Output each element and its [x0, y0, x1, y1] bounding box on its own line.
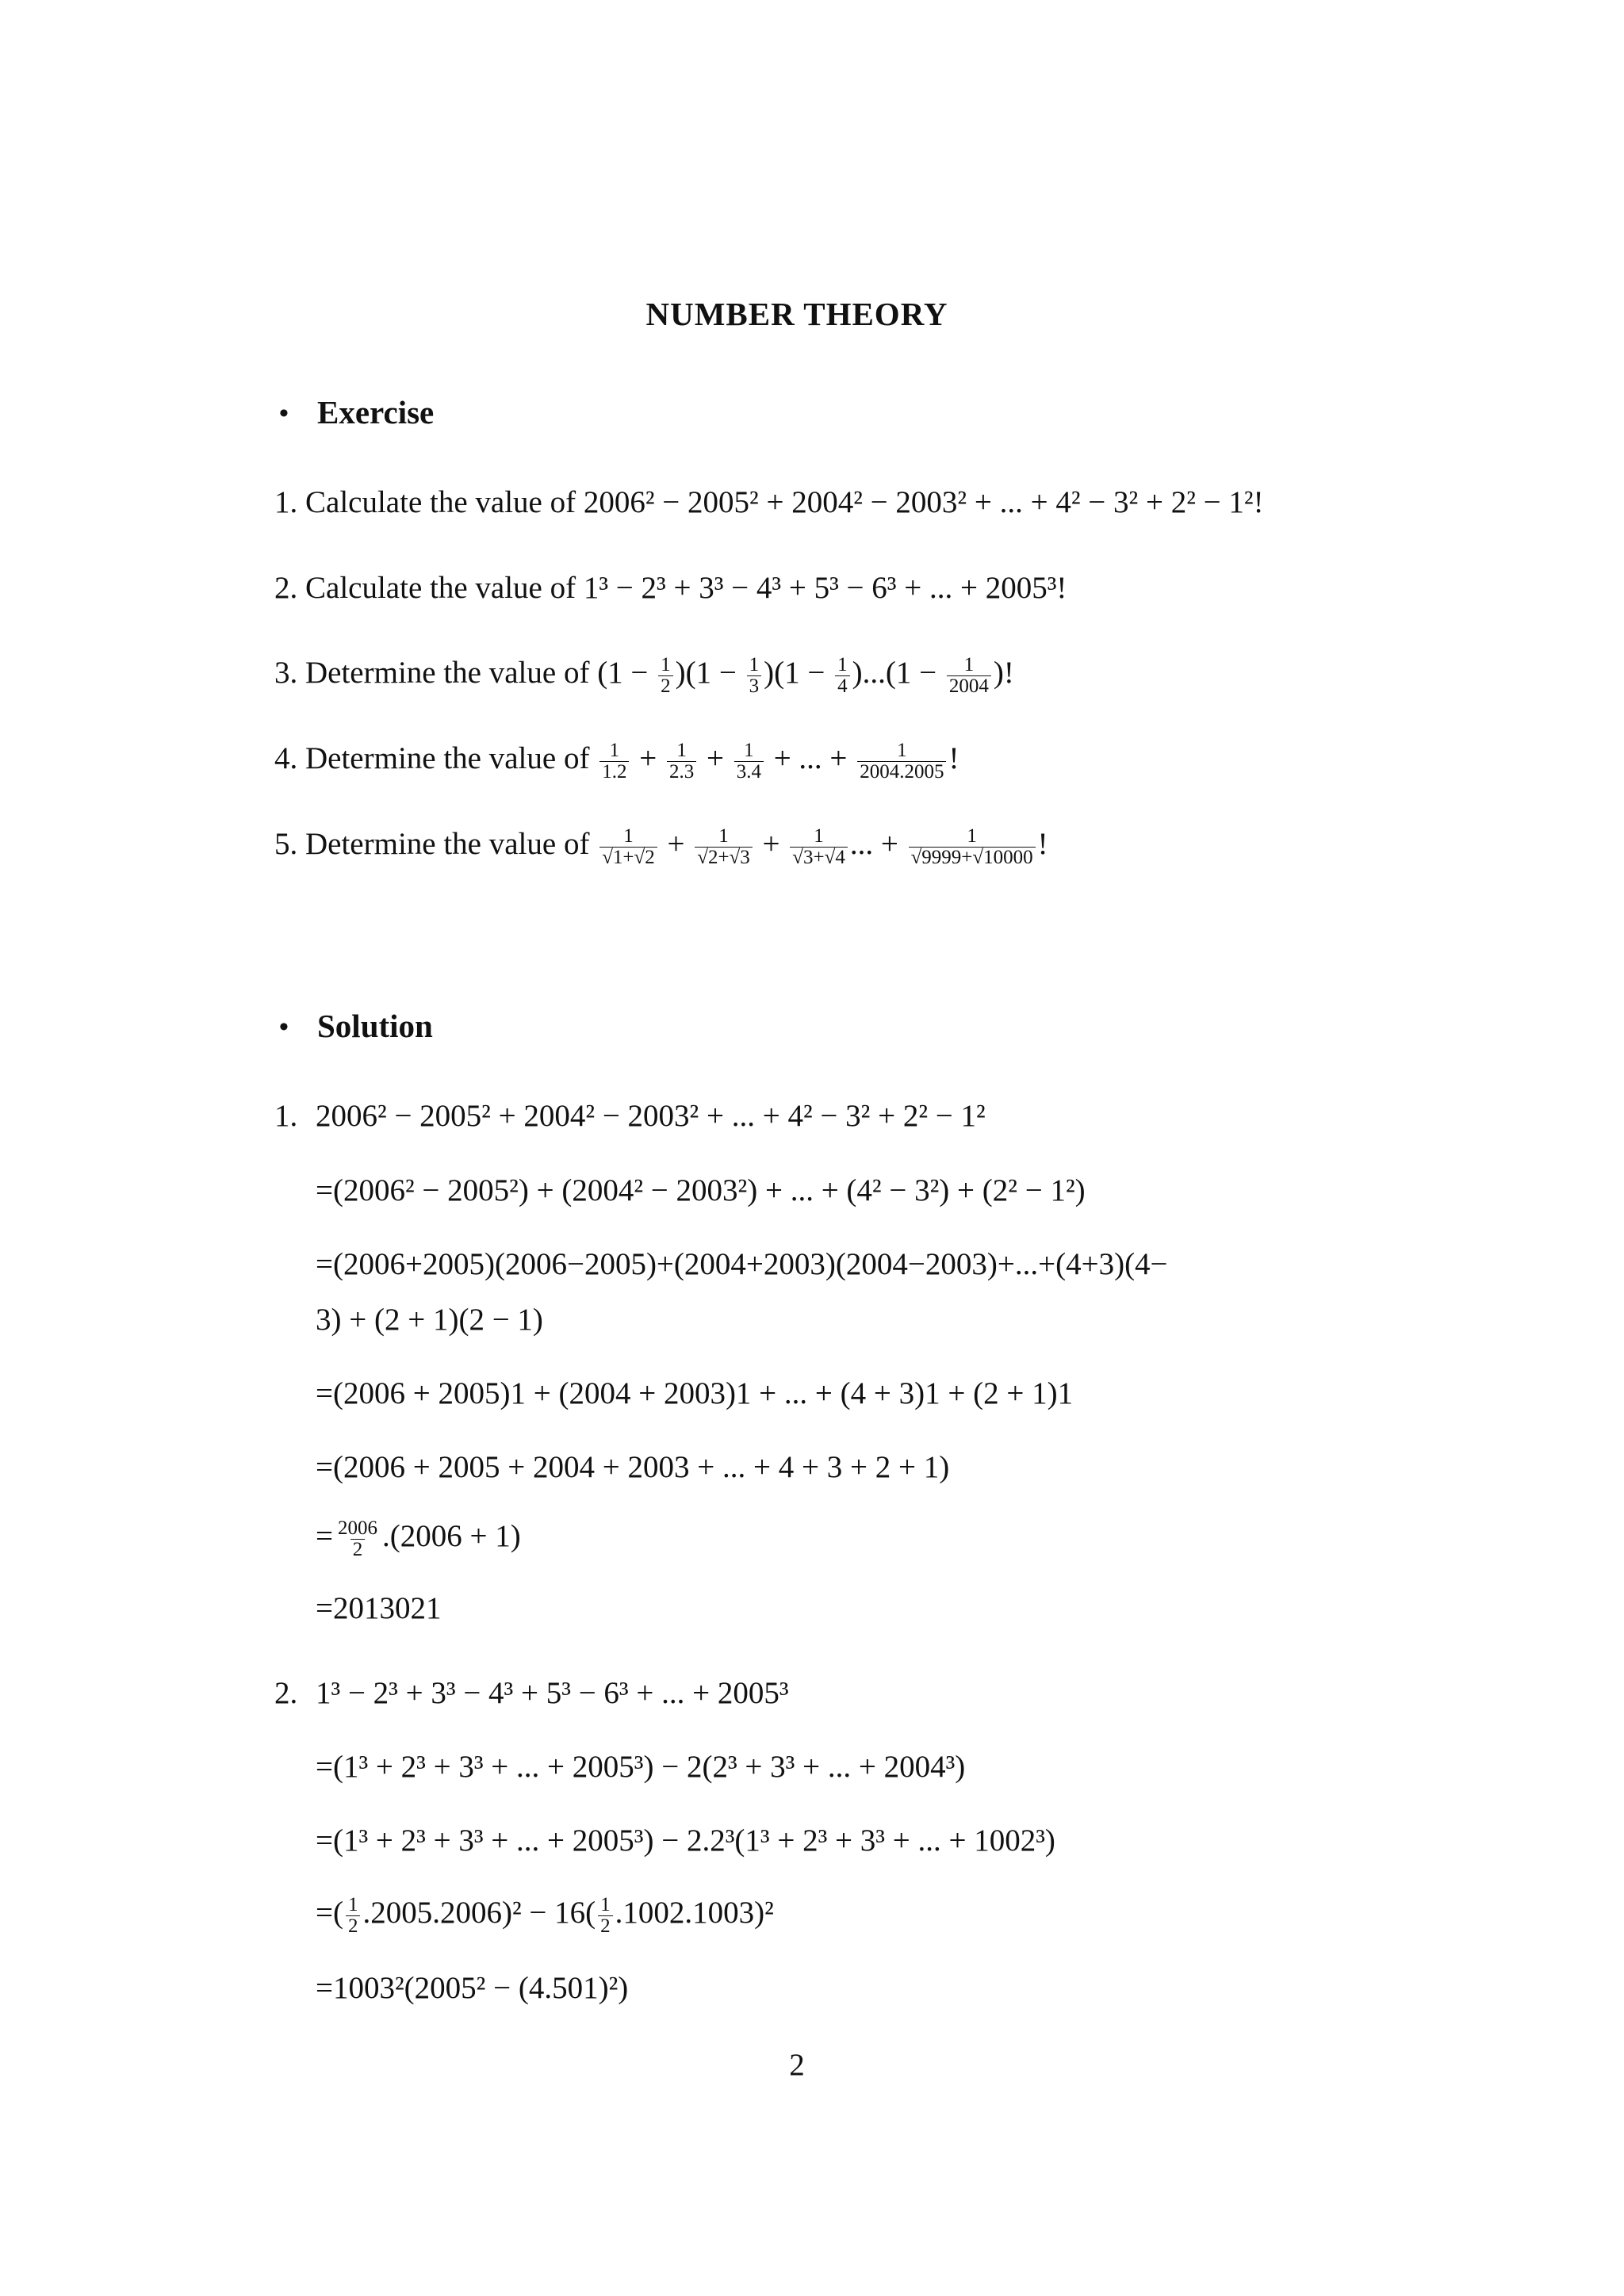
bullet-icon: • — [279, 399, 289, 428]
fraction: $\frac{1}{4}$ — [835, 655, 850, 697]
item-number: 2. — [274, 571, 298, 605]
item-prefix: Calculate the value of — [305, 485, 584, 519]
fraction: $\frac{1}{√1+√2}$ — [599, 826, 657, 868]
solution-1-number: 1. — [274, 1099, 298, 1133]
fraction: $\frac{1}{2004}$ — [947, 655, 991, 697]
fraction-numerator: 1 — [600, 1893, 611, 1915]
item-expression: 1³ − 2³ + 3³ − 4³ + 5³ − 6³ + ... + 2005³! — [583, 571, 1067, 605]
solution-line-fraction — [316, 1893, 774, 1937]
fraction: $\frac{1}{1.2}$ — [599, 740, 629, 783]
page-number: 2 — [789, 2048, 805, 2082]
page-title: NUMBER THEORY — [645, 296, 948, 332]
exercise-item-1 — [274, 483, 1264, 522]
solution-line-fraction — [316, 1517, 521, 1560]
bullet-icon: • — [279, 1012, 289, 1042]
solution-line: 2006² − 2005² + 2004² − 2003² + ... + 4² − 3² + 2² − 1² — [316, 1099, 986, 1133]
solution-heading-label: Solution — [317, 1008, 433, 1044]
fraction: $\frac{1}{√9999+√10000}$ — [909, 826, 1036, 868]
exercise-heading — [279, 393, 434, 431]
exercise-item-5 — [274, 825, 1048, 868]
fraction: $\frac{1}{3.4}$ — [734, 740, 764, 783]
fraction: $\frac{1}{2}$ — [658, 655, 673, 697]
solution-line: 1³ − 2³ + 3³ − 4³ + 5³ − 6³ + ... + 2005³ — [316, 1676, 789, 1710]
fraction — [335, 1518, 380, 1560]
solution-line: =2013021 — [316, 1591, 442, 1625]
expr-part: .1002.1003)² — [615, 1896, 774, 1930]
fraction: $\frac{1}{√2+√3}$ — [695, 826, 753, 868]
item-number: 3. — [274, 656, 298, 690]
expr-part: =( — [316, 1896, 343, 1930]
expr-part: = — [316, 1519, 333, 1553]
solution-line: =(2006 + 2005)1 + (2004 + 2003)1 + ... + (4 + 3)1 + (2 + 1)1 — [316, 1376, 1074, 1410]
item-expression: (1 − $\frac{1}{2}$ )(1 − $\frac{1}{3}$ )(1 − $\frac{1}{4}$ )...(1 − $\frac{1}{2004}$ )! — [597, 653, 1014, 697]
fraction-denominator: 2 — [598, 1915, 613, 1937]
item-expression: $\frac{1}{1.2}$ + $\frac{1}{2.3}$ + $\frac{1}{3.4}$ + ... + $\frac{1}{2004.2005}$ ! — [597, 741, 959, 775]
expr-part: .(2006 + 1) — [382, 1519, 521, 1553]
solution-line: =(2006+2005)(2006−2005)+(2004+2003)(2004−2003)+...+(4+3)(4− — [316, 1247, 1168, 1281]
item-prefix: Determine the value of — [305, 827, 598, 861]
item-expression: $\frac{1}{√1+√2}$ + $\frac{1}{√2+√3}$ + $\frac{1}{√3+√4}$ ... + $\frac{1}{√9999+√10000}$ ! — [597, 827, 1048, 861]
item-number: 5. — [274, 827, 298, 861]
exercise-item-2 — [274, 568, 1067, 608]
fraction: $\frac{1}{3}$ — [747, 655, 762, 697]
fraction-numerator: 1 — [347, 1893, 358, 1915]
fraction — [598, 1895, 613, 1937]
fraction — [346, 1895, 361, 1937]
exercise-item-3 — [274, 653, 1014, 697]
solution-2-number: 2. — [274, 1676, 298, 1710]
exercise-heading-label: Exercise — [317, 394, 435, 430]
item-prefix: Determine the value of — [305, 741, 598, 775]
solution-line: =(1³ + 2³ + 3³ + ... + 2005³) − 2.2³(1³ + 2³ + 3³ + ... + 1002³) — [316, 1823, 1055, 1858]
fraction-denominator: 2 — [346, 1915, 361, 1937]
item-prefix: Determine the value of — [305, 656, 598, 690]
item-prefix: Calculate the value of — [305, 571, 584, 605]
solution-line: 3) + (2 + 1)(2 − 1) — [316, 1303, 543, 1337]
fraction-numerator: 2006 — [338, 1517, 377, 1539]
fraction: $\frac{1}{2.3}$ — [667, 740, 696, 783]
item-number: 1. — [274, 485, 298, 519]
solution-line: =(2006 + 2005 + 2004 + 2003 + ... + 4 + 3 + 2 + 1) — [316, 1450, 950, 1484]
fraction: $\frac{1}{2004.2005}$ — [857, 740, 946, 783]
solution-line: =(2006² − 2005²) + (2004² − 2003²) + ... + (4² − 3²) + (2² − 1²) — [316, 1173, 1086, 1207]
expr-part: .2005.2006)² − 16( — [362, 1896, 596, 1930]
fraction: $\frac{1}{√3+√4}$ — [790, 826, 848, 868]
item-expression: 2006² − 2005² + 2004² − 2003² + ... + 4² − 3² + 2² − 1²! — [583, 485, 1264, 519]
solution-line: =(1³ + 2³ + 3³ + ... + 2005³) − 2(2³ + 3³ + ... + 2004³) — [316, 1750, 966, 1784]
fraction-denominator: 2 — [350, 1539, 366, 1560]
exercise-item-4 — [274, 739, 959, 783]
item-number: 4. — [274, 741, 298, 775]
solution-heading — [279, 1007, 433, 1045]
solution-line: =1003²(2005² − (4.501)²) — [316, 1971, 629, 2005]
